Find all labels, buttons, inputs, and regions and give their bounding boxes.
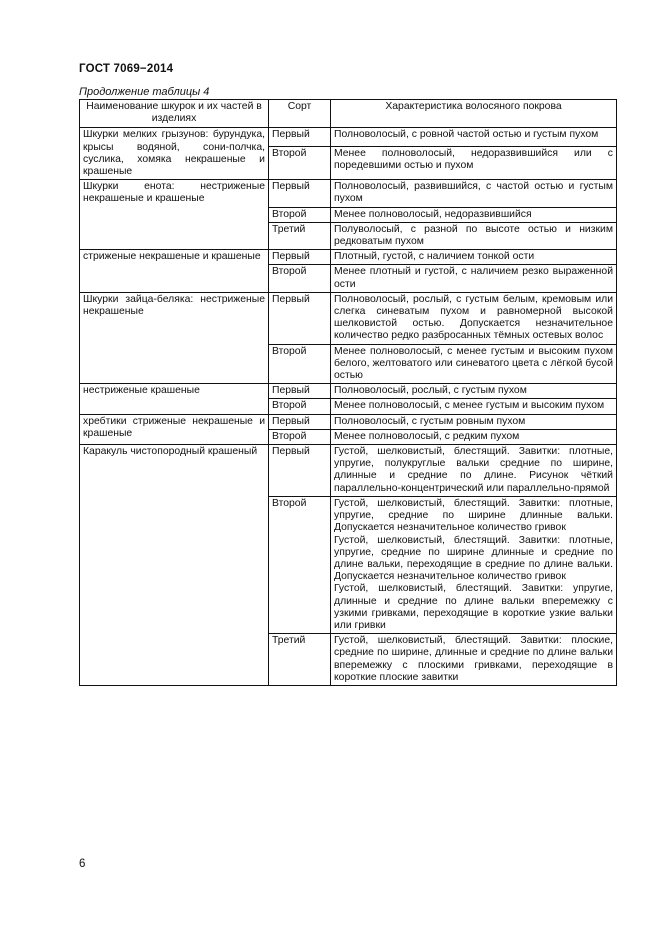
row-name: Каракуль чистопородный крашеный (80, 445, 269, 686)
table-row (80, 250, 617, 265)
table-row (80, 384, 617, 399)
row-description: Менее полноволосый, с менее густым и высоким пухом белого, желтоватого или синеватого цвета с лёгкой бусой остью (331, 344, 617, 384)
header-grade: Сорт (269, 100, 331, 128)
row-grade: Второй (269, 265, 331, 292)
row-description: Менее полноволосый, недоразвившийся или с поредевшими остью и пухом (331, 146, 617, 179)
row-grade: Первый (269, 180, 331, 207)
row-description: Плотный, густой, с наличием тонкой ости (331, 250, 617, 265)
row-description: Менее полноволосый, недоразвившийся (331, 207, 617, 222)
row-name: стриженые некрашеные и крашеные (80, 250, 269, 293)
row-name: Шкурки зайца-беляка: нестриженые некрашеные (80, 292, 269, 383)
row-description: Полноволосый, с ровной частой остью и густым пухом (331, 128, 617, 146)
row-grade: Первый (269, 414, 331, 429)
description-paragraph: Густой, шелковистый, блестящий. Завитки: плотные, упругие, средние по ширине длинные и средние по длине вальки, переходящие в средние по длине вальки. Допускается незначительное количество гривок (334, 534, 613, 583)
document-code: ГОСТ 7069−2014 (79, 63, 174, 75)
row-grade: Третий (269, 222, 331, 249)
header-name: Наименование шкурок и их частей в изделиях (80, 100, 269, 128)
table-row (80, 128, 617, 146)
row-grade: Второй (269, 207, 331, 222)
table-row (80, 180, 617, 207)
table-header-row (80, 100, 617, 128)
row-name: Шкурки енота: нестриженые некрашеные и крашеные (80, 180, 269, 250)
row-description: Полуволосый, с разной по высоте остью и низким редковатым пухом (331, 222, 617, 249)
row-name: Шкурки мелких грызунов: бурундука, крысы водяной, сони-полчка, суслика, хомяка некрашеные и крашеные (80, 128, 269, 180)
table-row (80, 414, 617, 429)
description-paragraph: Густой, шелковистый, блестящий. Завитки: плотные, упругие, средние по ширине длинные вальки. Допускается незначительное количество гривок (334, 497, 613, 534)
row-grade: Второй (269, 146, 331, 179)
row-description: Менее полноволосый, с редким пухом (331, 429, 617, 444)
description-paragraph: Густой, шелковистый, блестящий. Завитки: упругие, длинные и средние по длине вальки вперемежку с узкими гривками, переходящие в короткие узкие вальки или гривки (334, 583, 613, 631)
row-name: нестриженые крашеные (80, 384, 269, 414)
row-description: Густой, шелковистый, блестящий. Завитки: плоские, средние по ширине, длинные и средние по длине вальки вперемежку с плоскими гривками, переходящие в короткие плоские завитки (331, 634, 617, 686)
row-grade: Первый (269, 292, 331, 344)
row-name: хребтики стриженые некрашеные и крашеные (80, 414, 269, 444)
table-continuation-caption: Продолжение таблицы 4 (79, 86, 210, 98)
row-grade: Первый (269, 384, 331, 399)
row-grade: Первый (269, 250, 331, 265)
row-description: Полноволосый, с густым ровным пухом (331, 414, 617, 429)
table-row (80, 292, 617, 344)
row-description: Полноволосый, развившийся, с частой остью и густым пухом (331, 180, 617, 207)
row-grade: Второй (269, 344, 331, 384)
characteristics-table (79, 99, 617, 686)
row-description: Менее плотный и густой, с наличием резко выраженной ости (331, 265, 617, 292)
table-row (80, 445, 617, 497)
row-description: Густой, шелковистый, блестящий. Завитки: плотные, упругие, полукруглые вальки средние по ширине, длинные и средние по длине. Рисунок чёткий параллельно-концентрический или параллельно-прямой (331, 445, 617, 497)
row-grade: Первый (269, 128, 331, 146)
row-grade: Второй (269, 399, 331, 414)
row-description (331, 496, 617, 633)
row-description: Полноволосый, рослый, с густым белым, кремовым или слегка синеватым пухом и равномерной высокой шелковистой остью. Допускается незначительное количество редко разбросанных тёмных остевых волос (331, 292, 617, 344)
row-description: Полноволосый, рослый, с густым пухом (331, 384, 617, 399)
row-grade: Третий (269, 634, 331, 686)
row-grade: Первый (269, 445, 331, 497)
row-grade: Второй (269, 429, 331, 444)
page-number: 6 (79, 858, 86, 870)
row-description: Менее полноволосый, с менее густым и высоким пухом (331, 399, 617, 414)
row-grade: Второй (269, 496, 331, 633)
header-characteristic: Характеристика волосяного покрова (331, 100, 617, 128)
